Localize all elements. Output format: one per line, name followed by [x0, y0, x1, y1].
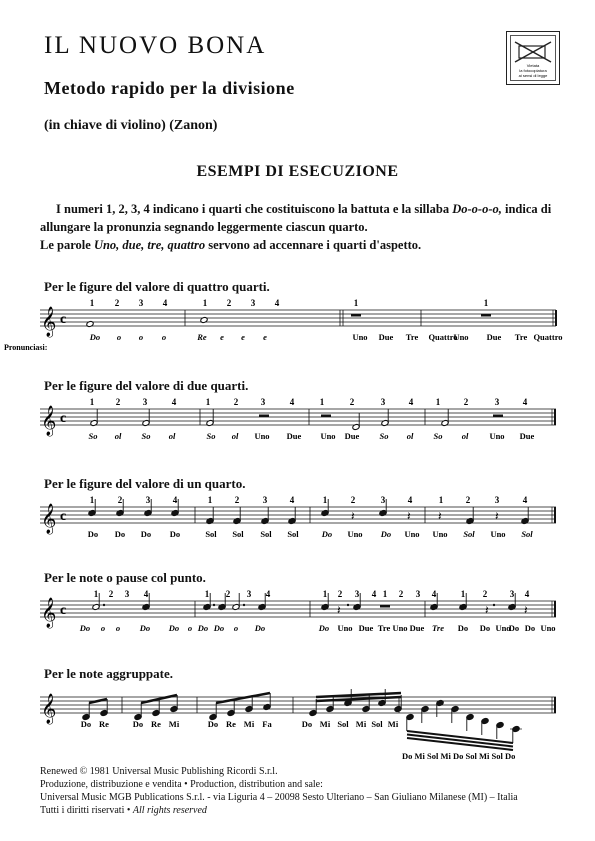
beat-number: 4 — [408, 397, 414, 407]
pronounce-label: Pronunciasi: — [4, 343, 48, 352]
quarter-rest-icon: 𝄽 — [351, 509, 355, 523]
syllable: e — [263, 332, 267, 342]
beat-number: 2 — [398, 589, 404, 599]
beat-number: 4 — [265, 589, 271, 599]
syllable: Uno — [495, 623, 511, 633]
syllable: Uno — [352, 332, 368, 342]
whole-rest-icon — [481, 314, 491, 317]
syllable: Sol — [232, 529, 244, 539]
stamp-line: la fotocopiatura — [519, 68, 547, 73]
staff-grouped — [0, 681, 595, 761]
intro-paragraph-2: Le parole Uno, due, tre, quattro servono ad accennare i quarti d'aspetto. — [40, 238, 422, 252]
syllable: Mi — [387, 719, 399, 729]
quarter-rest-icon: 𝄽 — [337, 603, 341, 617]
syllable: Do — [132, 719, 144, 729]
beat-number: 4 — [289, 397, 295, 407]
common-time-icon: c — [60, 603, 67, 618]
beat-number: 1 — [438, 495, 444, 505]
beat-number: 3 — [142, 397, 148, 407]
syllable: Do — [318, 623, 330, 633]
beat-number: 4 — [371, 589, 377, 599]
syllable: Do — [380, 529, 392, 539]
syllable: Due — [358, 623, 374, 633]
beat-number: 2 — [108, 589, 114, 599]
beat-number: 4 — [431, 589, 437, 599]
syllable: ol — [461, 431, 469, 441]
treble-clef-icon: 𝄞 — [41, 598, 57, 627]
syllable: Due — [519, 431, 535, 441]
syllable: Due — [409, 623, 425, 633]
beat-number: 3 — [415, 589, 421, 599]
beat-number: 2 — [350, 495, 356, 505]
beat-number: 3 — [509, 589, 515, 599]
syllable: o — [187, 623, 193, 633]
quarter-rest-icon: 𝄽 — [438, 509, 442, 523]
syllable: Do — [140, 529, 152, 539]
syllable: Do — [321, 529, 333, 539]
beat-number: 2 — [463, 397, 469, 407]
beat-number: 2 — [337, 589, 343, 599]
intro-paragraph-1: I numeri 1, 2, 3, 4 indicano i quarti che costituiscono la battuta e la sillaba Do-o-o-o, indica di allungare la pronunzia segnando leggermente ciascun quarto. — [40, 202, 552, 234]
photocopier-crossed-icon — [511, 36, 555, 80]
beat-number: 4 — [274, 298, 280, 308]
syllable: Sol — [463, 529, 475, 539]
syllable: Re — [99, 719, 109, 729]
half-rest-icon — [259, 415, 269, 418]
beat-number: 1 — [89, 298, 95, 308]
augmentation-dot — [213, 604, 215, 606]
syllable: Re — [151, 719, 161, 729]
syllable: Uno — [490, 529, 506, 539]
syllable: Uno — [254, 431, 270, 441]
page-subtitle: Metodo rapido per la divisione — [44, 78, 295, 98]
example-label-four-quarters: Per le figure del valore di quattro quarti. — [44, 279, 270, 294]
augmentation-dot — [103, 604, 105, 606]
beat-number: 4 — [407, 495, 413, 505]
syllable: o — [161, 332, 167, 342]
syllable: o — [138, 332, 144, 342]
footer-line: Tutti i diritti riservati • All rights reserved — [40, 805, 207, 816]
beat-number: 4 — [524, 589, 530, 599]
syllable: So — [206, 431, 216, 441]
syllable: Uno — [489, 431, 505, 441]
common-time-icon: c — [60, 411, 67, 426]
beat-number: 2 — [234, 495, 240, 505]
syllable: Tre — [514, 332, 528, 342]
beat-number: 4 — [522, 495, 528, 505]
syllable: ol — [114, 431, 122, 441]
quarter-rest-icon: 𝄽 — [524, 603, 528, 617]
beat-number: 3 — [262, 495, 268, 505]
syllable: Fa — [262, 719, 272, 729]
syllable: Uno — [347, 529, 363, 539]
beat-number: 2 — [482, 589, 488, 599]
staff-two-quarters — [0, 393, 595, 453]
syllable: Do — [457, 623, 469, 633]
syllable: Re — [226, 719, 236, 729]
quarter-rest-icon: 𝄽 — [485, 603, 489, 617]
beat-number: 2 — [115, 397, 121, 407]
syllable: So — [88, 431, 98, 441]
beat-number: 2 — [114, 298, 120, 308]
syllable: Do — [89, 332, 101, 342]
syllable: Do — [79, 623, 91, 633]
syllable: Uno — [392, 623, 408, 633]
beat-number: 1 — [205, 397, 211, 407]
example-label-two-quarters: Per le figure del valore di due quarti. — [44, 378, 249, 393]
treble-clef-icon: 𝄞 — [41, 504, 57, 533]
treble-clef-icon: 𝄞 — [41, 406, 57, 435]
beat-number: 1 — [322, 589, 328, 599]
page-title: IL NUOVO BONA — [44, 32, 267, 59]
staff-four-quarters — [0, 294, 595, 364]
beat-number: 3 — [124, 589, 130, 599]
syllable: e — [220, 332, 224, 342]
beat-number: 1 — [207, 495, 213, 505]
beat-number: 1 — [460, 589, 466, 599]
syllable: ol — [168, 431, 176, 441]
beat-number: 1 — [202, 298, 208, 308]
half-rest-icon — [493, 415, 503, 418]
beat-number: 1 — [322, 495, 328, 505]
syllable: Do — [197, 623, 209, 633]
common-time-icon: c — [60, 312, 67, 327]
whole-rest-icon — [351, 314, 361, 317]
treble-clef-icon: 𝄞 — [41, 307, 57, 336]
syllable: Sol — [371, 719, 383, 729]
beat-number: 3 — [380, 495, 386, 505]
syllable: Uno — [432, 529, 448, 539]
syllable-group: Do Mi Sol Mi Do Sol Mi Sol Do — [402, 751, 516, 761]
syllable: Do — [254, 623, 266, 633]
syllable: Do — [524, 623, 536, 633]
example-label-dotted: Per le note o pause col punto. — [44, 570, 206, 585]
syllable: Do — [479, 623, 491, 633]
syllable: Mi — [243, 719, 255, 729]
syllable: Do — [169, 529, 181, 539]
beat-number: 1 — [93, 589, 99, 599]
beat-number: 4 — [143, 589, 149, 599]
syllable: Uno — [404, 529, 420, 539]
syllable: Tre — [377, 623, 391, 633]
syllable: Quattro — [533, 332, 563, 342]
syllable: Do — [87, 529, 99, 539]
syllable: e — [241, 332, 245, 342]
syllable: o — [233, 623, 239, 633]
beat-number: 3 — [260, 397, 266, 407]
syllable: Tre — [432, 623, 444, 633]
beat-number: 2 — [226, 298, 232, 308]
syllable: Uno — [540, 623, 556, 633]
syllable: Do — [301, 719, 313, 729]
syllable: Due — [486, 332, 502, 342]
beat-number: 3 — [250, 298, 256, 308]
beat-number: 1 — [89, 397, 95, 407]
quarter-rest-icon: 𝄽 — [495, 509, 499, 523]
syllable: Tre — [405, 332, 419, 342]
syllable: Do — [207, 719, 219, 729]
beat-number: 3 — [494, 397, 500, 407]
footer-line: Renewed © 1981 Universal Music Publishing Ricordi S.r.l. — [40, 766, 278, 777]
beat-number: 4 — [171, 397, 177, 407]
note-head — [200, 317, 208, 324]
common-time-icon: c — [60, 509, 67, 524]
page-subtitle-2: (in chiave di violino) (Zanon) — [44, 118, 218, 133]
beat-number: 1 — [435, 397, 441, 407]
quarter-rest-icon: 𝄽 — [407, 509, 411, 523]
staff-dotted — [0, 585, 595, 645]
syllable: Re — [197, 332, 207, 342]
augmentation-dot — [493, 604, 495, 606]
syllable: Uno — [320, 431, 336, 441]
note-head — [86, 321, 94, 328]
beat-number: 4 — [289, 495, 295, 505]
beat-number: 1 — [382, 589, 388, 599]
syllable: Do — [80, 719, 92, 729]
syllable: ol — [406, 431, 414, 441]
syllable: Do — [213, 623, 225, 633]
beat-number: 2 — [225, 589, 231, 599]
beat-number: 1 — [353, 298, 359, 308]
syllable: Due — [286, 431, 302, 441]
syllable: Mi — [168, 719, 180, 729]
syllable: Sol — [205, 529, 217, 539]
beat-number: 3 — [380, 397, 386, 407]
example-label-grouped: Per le note aggruppate. — [44, 666, 174, 681]
syllable: Quattro — [428, 332, 458, 342]
augmentation-dot — [347, 604, 349, 606]
syllable: So — [433, 431, 443, 441]
syllable: Do — [114, 529, 126, 539]
beat-number: 4 — [162, 298, 168, 308]
beat-number: 1 — [89, 495, 95, 505]
beat-number: 1 — [483, 298, 489, 308]
no-photocopy-stamp — [506, 31, 560, 85]
beat-number: 3 — [246, 589, 252, 599]
syllable: o — [100, 623, 106, 633]
beat-number: 2 — [117, 495, 123, 505]
footer-line: Universal Music MGB Publications S.r.l. - via Liguria 4 – 20098 Sesto Ulteriano – San Giuliano Milanese (MI) – Italia — [40, 792, 518, 803]
syllable: Sol — [287, 529, 299, 539]
stamp-line: ai sensi di legge — [518, 73, 548, 78]
beat-number: 2 — [465, 495, 471, 505]
beat-number: 4 — [172, 495, 178, 505]
beat-number: 3 — [145, 495, 151, 505]
augmentation-dot — [243, 604, 245, 606]
syllable: Mi — [355, 719, 367, 729]
footer-line: Produzione, distribuzione e vendita • Production, distribution and sale: — [40, 779, 323, 790]
syllable: Sol — [260, 529, 272, 539]
syllable: Sol — [337, 719, 349, 729]
syllable: So — [379, 431, 389, 441]
beat-number: 3 — [494, 495, 500, 505]
syllable: So — [141, 431, 151, 441]
stamp-line: Vietata — [526, 63, 540, 68]
beat-number: 3 — [138, 298, 144, 308]
staff-one-quarter — [0, 491, 595, 551]
syllable: Mi — [319, 719, 331, 729]
beat-number: 2 — [349, 397, 355, 407]
beat-number: 2 — [233, 397, 239, 407]
beam — [216, 693, 270, 703]
syllable: Do — [139, 623, 151, 633]
beat-number: 1 — [319, 397, 325, 407]
example-label-one-quarter: Per le figure del valore di un quarto. — [44, 476, 246, 491]
syllable: Sol — [521, 529, 533, 539]
whole-rest-icon — [380, 605, 390, 608]
syllable: Due — [378, 332, 394, 342]
half-rest-icon — [321, 415, 331, 418]
syllable: o — [115, 623, 121, 633]
syllable: Do — [508, 623, 520, 633]
section-heading: ESEMPI DI ESECUZIONE — [196, 163, 399, 180]
syllable: o — [116, 332, 122, 342]
beat-number: 4 — [522, 397, 528, 407]
syllable: Uno — [337, 623, 353, 633]
treble-clef-icon: 𝄞 — [41, 694, 57, 723]
intro-text — [40, 200, 560, 254]
syllable: Due — [344, 431, 360, 441]
syllable: Uno — [453, 332, 469, 342]
syllable: ol — [231, 431, 239, 441]
beat-number: 3 — [354, 589, 360, 599]
syllable: Do — [168, 623, 180, 633]
copyright-footer — [40, 765, 580, 817]
beat-number: 1 — [204, 589, 210, 599]
